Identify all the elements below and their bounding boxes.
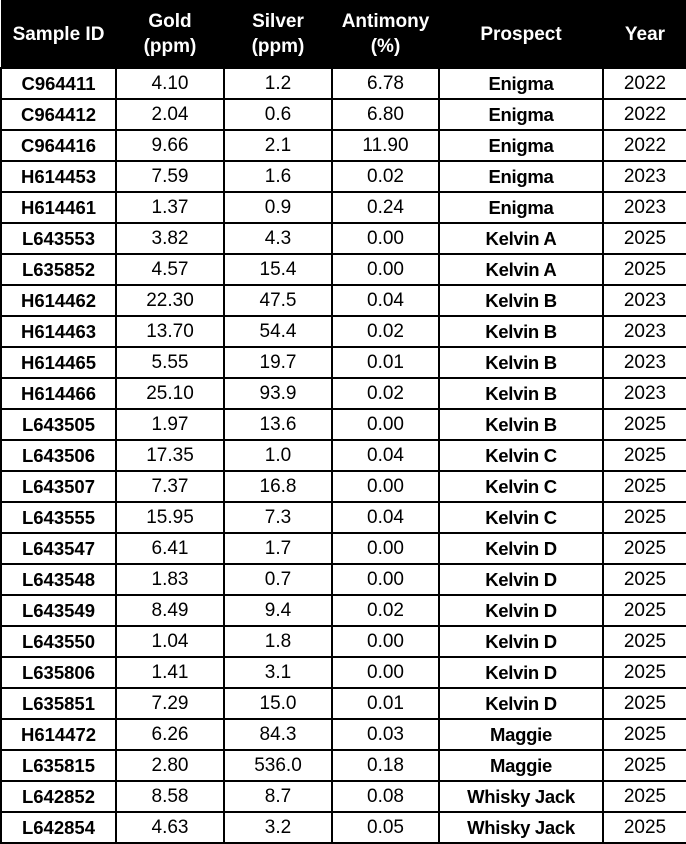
cell-silver: 1.6: [224, 161, 332, 192]
cell-prospect: Enigma: [439, 99, 603, 130]
cell-gold: 1.37: [116, 192, 224, 223]
header-year: [603, 1, 686, 69]
table-row: [1, 347, 686, 378]
cell-antimony: 0.00: [332, 409, 439, 440]
header-prospect-label: Prospect: [440, 22, 603, 47]
table-row: [1, 750, 686, 781]
table-row: [1, 409, 686, 440]
cell-silver: 1.2: [224, 68, 332, 99]
table-row: [1, 688, 686, 719]
cell-sample-id: H614462: [1, 285, 116, 316]
cell-prospect: Kelvin B: [439, 409, 603, 440]
cell-prospect: Kelvin A: [439, 254, 603, 285]
cell-prospect: Enigma: [439, 130, 603, 161]
table-row: [1, 99, 686, 130]
cell-prospect: Enigma: [439, 192, 603, 223]
cell-prospect: Maggie: [439, 750, 603, 781]
cell-antimony: 0.00: [332, 533, 439, 564]
cell-gold: 4.10: [116, 68, 224, 99]
cell-year: 2023: [603, 161, 686, 192]
cell-gold: 1.04: [116, 626, 224, 657]
cell-prospect: Kelvin B: [439, 285, 603, 316]
cell-antimony: 0.18: [332, 750, 439, 781]
cell-silver: 13.6: [224, 409, 332, 440]
header-gold: [116, 1, 224, 69]
table-row: [1, 657, 686, 688]
table-row: [1, 564, 686, 595]
cell-antimony: 0.02: [332, 595, 439, 626]
table-row: [1, 161, 686, 192]
cell-silver: 8.7: [224, 781, 332, 812]
cell-sample-id: H614466: [1, 378, 116, 409]
cell-silver: 93.9: [224, 378, 332, 409]
table-row: [1, 68, 686, 99]
cell-antimony: 0.03: [332, 719, 439, 750]
cell-silver: 0.7: [224, 564, 332, 595]
cell-silver: 7.3: [224, 502, 332, 533]
table-row: [1, 533, 686, 564]
cell-gold: 3.82: [116, 223, 224, 254]
cell-prospect: Kelvin D: [439, 564, 603, 595]
cell-silver: 15.4: [224, 254, 332, 285]
cell-silver: 1.7: [224, 533, 332, 564]
table-row: [1, 316, 686, 347]
cell-sample-id: L635852: [1, 254, 116, 285]
table-row: [1, 626, 686, 657]
cell-year: 2023: [603, 316, 686, 347]
cell-prospect: Kelvin D: [439, 657, 603, 688]
header-prospect: [439, 1, 603, 69]
cell-prospect: Enigma: [439, 68, 603, 99]
cell-prospect: Kelvin B: [439, 347, 603, 378]
cell-antimony: 11.90: [332, 130, 439, 161]
cell-prospect: Kelvin A: [439, 223, 603, 254]
cell-silver: 9.4: [224, 595, 332, 626]
cell-year: 2025: [603, 781, 686, 812]
cell-sample-id: H614465: [1, 347, 116, 378]
cell-silver: 0.6: [224, 99, 332, 130]
table-row: [1, 719, 686, 750]
cell-gold: 6.26: [116, 719, 224, 750]
cell-antimony: 0.00: [332, 564, 439, 595]
cell-antimony: 0.02: [332, 161, 439, 192]
cell-sample-id: L643550: [1, 626, 116, 657]
cell-sample-id: H614472: [1, 719, 116, 750]
cell-year: 2025: [603, 533, 686, 564]
header-gold-unit: (ppm): [117, 34, 224, 59]
cell-sample-id: L642852: [1, 781, 116, 812]
cell-gold: 1.83: [116, 564, 224, 595]
cell-antimony: 0.00: [332, 626, 439, 657]
cell-sample-id: L643553: [1, 223, 116, 254]
header-year-label: Year: [604, 22, 686, 47]
cell-year: 2023: [603, 347, 686, 378]
cell-gold: 25.10: [116, 378, 224, 409]
cell-silver: 19.7: [224, 347, 332, 378]
cell-silver: 4.3: [224, 223, 332, 254]
cell-silver: 2.1: [224, 130, 332, 161]
cell-sample-id: H614453: [1, 161, 116, 192]
cell-year: 2022: [603, 99, 686, 130]
cell-sample-id: L635815: [1, 750, 116, 781]
cell-antimony: 0.04: [332, 440, 439, 471]
cell-sample-id: L643555: [1, 502, 116, 533]
cell-antimony: 0.00: [332, 223, 439, 254]
header-row: [1, 1, 686, 69]
cell-gold: 1.97: [116, 409, 224, 440]
table-header: [1, 1, 686, 69]
cell-year: 2022: [603, 130, 686, 161]
cell-prospect: Maggie: [439, 719, 603, 750]
table-row: [1, 254, 686, 285]
header-sample-id: [1, 1, 116, 69]
cell-sample-id: C964412: [1, 99, 116, 130]
cell-antimony: 0.00: [332, 254, 439, 285]
cell-gold: 8.58: [116, 781, 224, 812]
cell-sample-id: L635851: [1, 688, 116, 719]
cell-gold: 2.80: [116, 750, 224, 781]
cell-silver: 16.8: [224, 471, 332, 502]
cell-year: 2025: [603, 564, 686, 595]
cell-sample-id: H614461: [1, 192, 116, 223]
cell-year: 2025: [603, 595, 686, 626]
cell-year: 2025: [603, 502, 686, 533]
cell-sample-id: L643505: [1, 409, 116, 440]
cell-year: 2025: [603, 223, 686, 254]
cell-antimony: 0.02: [332, 316, 439, 347]
cell-sample-id: L642854: [1, 812, 116, 843]
cell-antimony: 6.78: [332, 68, 439, 99]
cell-gold: 1.41: [116, 657, 224, 688]
cell-year: 2025: [603, 657, 686, 688]
cell-prospect: Kelvin C: [439, 471, 603, 502]
cell-sample-id: C964416: [1, 130, 116, 161]
cell-antimony: 0.01: [332, 688, 439, 719]
cell-antimony: 0.00: [332, 657, 439, 688]
cell-gold: 22.30: [116, 285, 224, 316]
cell-year: 2023: [603, 192, 686, 223]
table-row: [1, 192, 686, 223]
cell-gold: 2.04: [116, 99, 224, 130]
table-row: [1, 595, 686, 626]
cell-gold: 4.63: [116, 812, 224, 843]
table-body: [1, 68, 686, 843]
cell-year: 2025: [603, 750, 686, 781]
cell-silver: 536.0: [224, 750, 332, 781]
cell-gold: 8.49: [116, 595, 224, 626]
cell-sample-id: L643549: [1, 595, 116, 626]
cell-antimony: 6.80: [332, 99, 439, 130]
cell-antimony: 0.00: [332, 471, 439, 502]
cell-year: 2025: [603, 409, 686, 440]
cell-antimony: 0.04: [332, 502, 439, 533]
cell-silver: 1.8: [224, 626, 332, 657]
cell-antimony: 0.04: [332, 285, 439, 316]
cell-gold: 9.66: [116, 130, 224, 161]
cell-silver: 54.4: [224, 316, 332, 347]
cell-silver: 15.0: [224, 688, 332, 719]
table-row: [1, 440, 686, 471]
table-row: [1, 223, 686, 254]
cell-silver: 1.0: [224, 440, 332, 471]
cell-sample-id: C964411: [1, 68, 116, 99]
cell-year: 2025: [603, 719, 686, 750]
cell-sample-id: L643548: [1, 564, 116, 595]
cell-prospect: Kelvin C: [439, 440, 603, 471]
table-row: [1, 781, 686, 812]
table-row: [1, 812, 686, 843]
header-silver-label: Silver: [225, 9, 332, 34]
cell-gold: 4.57: [116, 254, 224, 285]
header-antimony-label: Antimony: [333, 9, 439, 34]
header-silver-unit: (ppm): [225, 34, 332, 59]
cell-antimony: 0.02: [332, 378, 439, 409]
cell-silver: 3.2: [224, 812, 332, 843]
cell-prospect: Kelvin D: [439, 533, 603, 564]
header-sample-id-label: Sample ID: [2, 22, 116, 47]
cell-year: 2025: [603, 254, 686, 285]
cell-gold: 5.55: [116, 347, 224, 378]
table-row: [1, 378, 686, 409]
cell-gold: 7.29: [116, 688, 224, 719]
cell-sample-id: L635806: [1, 657, 116, 688]
table-row: [1, 502, 686, 533]
cell-sample-id: L643547: [1, 533, 116, 564]
cell-gold: 7.37: [116, 471, 224, 502]
cell-silver: 84.3: [224, 719, 332, 750]
cell-silver: 47.5: [224, 285, 332, 316]
cell-silver: 3.1: [224, 657, 332, 688]
cell-gold: 6.41: [116, 533, 224, 564]
cell-sample-id: L643507: [1, 471, 116, 502]
cell-prospect: Enigma: [439, 161, 603, 192]
cell-antimony: 0.05: [332, 812, 439, 843]
cell-year: 2025: [603, 688, 686, 719]
cell-sample-id: H614463: [1, 316, 116, 347]
cell-year: 2025: [603, 812, 686, 843]
cell-year: 2025: [603, 471, 686, 502]
header-antimony-unit: (%): [333, 34, 439, 59]
cell-prospect: Whisky Jack: [439, 812, 603, 843]
cell-year: 2025: [603, 626, 686, 657]
table-row: [1, 130, 686, 161]
cell-silver: 0.9: [224, 192, 332, 223]
cell-gold: 13.70: [116, 316, 224, 347]
header-antimony: [332, 1, 439, 69]
cell-year: 2023: [603, 285, 686, 316]
cell-prospect: Kelvin C: [439, 502, 603, 533]
cell-prospect: Kelvin B: [439, 378, 603, 409]
cell-gold: 17.35: [116, 440, 224, 471]
cell-antimony: 0.24: [332, 192, 439, 223]
cell-year: 2025: [603, 440, 686, 471]
cell-gold: 7.59: [116, 161, 224, 192]
cell-prospect: Kelvin B: [439, 316, 603, 347]
cell-prospect: Kelvin D: [439, 688, 603, 719]
table-row: [1, 285, 686, 316]
table-row: [1, 471, 686, 502]
cell-prospect: Kelvin D: [439, 626, 603, 657]
cell-antimony: 0.01: [332, 347, 439, 378]
cell-year: 2023: [603, 378, 686, 409]
cell-year: 2022: [603, 68, 686, 99]
cell-antimony: 0.08: [332, 781, 439, 812]
cell-prospect: Kelvin D: [439, 595, 603, 626]
cell-gold: 15.95: [116, 502, 224, 533]
header-silver: [224, 1, 332, 69]
header-gold-label: Gold: [117, 9, 224, 34]
cell-prospect: Whisky Jack: [439, 781, 603, 812]
cell-sample-id: L643506: [1, 440, 116, 471]
